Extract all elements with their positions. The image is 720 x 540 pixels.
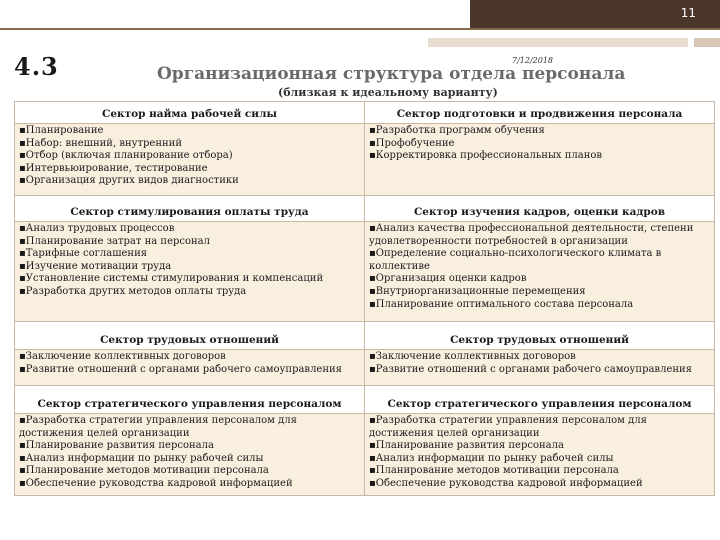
table-row <box>15 386 715 414</box>
list-item: ▪Обеспечение руководства кадровой информацией <box>19 477 293 489</box>
table-row <box>15 350 715 386</box>
slide-title: Организационная структура отдела персонала <box>157 64 626 84</box>
sector-heading: Сектор стратегического управления персоналом <box>15 386 365 414</box>
sector-heading: Сектор изучения кадров, оценки кадров <box>365 196 715 222</box>
list-item: ▪Профобучение <box>369 137 455 149</box>
sector-heading: Сектор найма рабочей силы <box>15 102 365 124</box>
sector-heading: Сектор трудовых отношений <box>365 322 715 350</box>
sector-items <box>15 350 365 386</box>
list-item: ▪Изучение мотивации труда <box>19 260 172 272</box>
section-number: 4.3 <box>14 52 59 81</box>
list-item: ▪Интервьюирование, тестирование <box>19 162 208 174</box>
list-item: ▪Разработка стратегии управления персоналом для достижения целей организации <box>369 415 647 439</box>
list-item: ▪Обеспечение руководства кадровой информацией <box>369 477 643 489</box>
list-item: ▪Заключение коллективных договоров <box>369 351 576 362</box>
list-item: ▪Планирование затрат на персонал <box>19 235 210 247</box>
list-item: ▪Анализ трудовых процессов <box>19 223 175 234</box>
sector-items <box>15 124 365 196</box>
list-item: ▪Планирование методов мотивации персонала <box>369 465 619 477</box>
sector-items <box>365 124 715 196</box>
list-item: ▪Разработка стратегии управления персоналом для достижения целей организации <box>19 415 297 439</box>
sector-heading: Сектор стимулирования оплаты труда <box>15 196 365 222</box>
list-item: ▪Разработка программ обучения <box>369 125 545 136</box>
list-item: ▪Анализ информации по рынку рабочей силы <box>19 452 264 464</box>
table-row <box>15 124 715 196</box>
sector-items <box>365 414 715 496</box>
list-item: ▪Организация других видов диагностики <box>19 175 239 187</box>
sector-heading: Сектор трудовых отношений <box>15 322 365 350</box>
sector-heading: Сектор подготовки и продвижения персонала <box>365 102 715 124</box>
sector-items <box>365 350 715 386</box>
table-row <box>15 414 715 496</box>
list-item: ▪Разработка других методов оплаты труда <box>19 285 247 297</box>
list-item: ▪Планирование развития персонала <box>19 440 214 452</box>
list-item: ▪Тарифные соглашения <box>19 248 148 260</box>
list-item: ▪Определение социально-психологического климата в коллективе <box>369 248 662 272</box>
list-item: ▪Развитие отношений с органами рабочего самоуправления <box>369 363 692 375</box>
sector-heading: Сектор стратегического управления персоналом <box>365 386 715 414</box>
list-item: ▪Установление системы стимулирования и компенсаций <box>19 273 324 285</box>
list-item: ▪Отбор (включая планирование отбора) <box>19 150 233 162</box>
slide-date: 7/12/2018 <box>512 56 554 65</box>
list-item: ▪Анализ информации по рынку рабочей силы <box>369 452 614 464</box>
decorative-band-end <box>694 38 720 47</box>
table-row <box>15 222 715 322</box>
table-row <box>15 322 715 350</box>
list-item: ▪Развитие отношений с органами рабочего самоуправления <box>19 363 342 375</box>
list-item: ▪Планирование <box>19 125 104 136</box>
table-row <box>15 196 715 222</box>
list-item: ▪Планирование методов мотивации персонала <box>19 465 269 477</box>
sector-items <box>365 222 715 322</box>
table-row <box>15 102 715 124</box>
list-item: ▪Набор: внешний, внутренний <box>19 137 183 149</box>
list-item: ▪Планирование развития персонала <box>369 440 564 452</box>
sector-items <box>15 222 365 322</box>
page-number: 11 <box>680 6 696 20</box>
decorative-band <box>428 38 688 47</box>
slide-subtitle: (близкая к идеальному варианту) <box>278 86 498 99</box>
list-item: ▪Анализ качества профессиональной деятельности, степени удовлетворенности потребностей в организации <box>369 223 694 247</box>
list-item: ▪Планирование оптимального состава персонала <box>369 298 634 310</box>
sector-items <box>15 414 365 496</box>
list-item: ▪Корректировка профессиональных планов <box>369 150 603 162</box>
list-item: ▪Заключение коллективных договоров <box>19 351 226 362</box>
list-item: ▪Внутриорганизационные перемещения <box>369 285 586 297</box>
structure-table <box>14 101 715 496</box>
list-item: ▪Организация оценки кадров <box>369 273 527 285</box>
top-bar-divider <box>0 28 720 30</box>
